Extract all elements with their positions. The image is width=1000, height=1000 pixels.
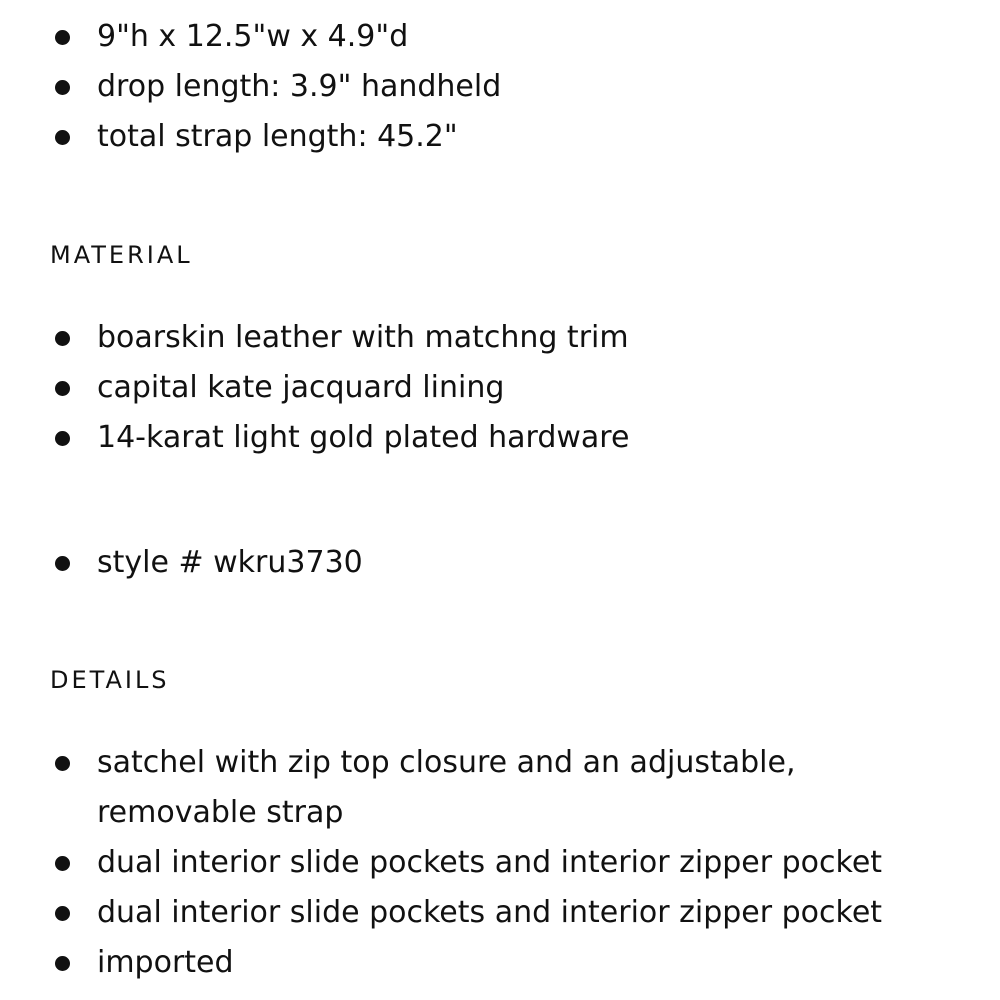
bullet-icon xyxy=(55,80,70,95)
bullet-icon xyxy=(55,331,70,346)
bullet-icon xyxy=(55,556,70,571)
list-item-text: boarskin leather with matchng trim xyxy=(97,320,629,355)
bullet-icon xyxy=(55,130,70,145)
material-list xyxy=(0,313,1000,463)
bullet-icon xyxy=(55,30,70,45)
list-item-text: drop length: 3.9" handheld xyxy=(97,69,502,104)
list-item-text: dual interior slide pockets and interior zipper pocket xyxy=(97,895,883,930)
material-heading: MATERIAL xyxy=(50,241,193,269)
bullet-icon xyxy=(55,756,70,771)
dimensions-list xyxy=(0,12,1000,162)
details-heading: DETAILS xyxy=(50,666,170,694)
list-item xyxy=(0,938,1000,988)
style-list xyxy=(0,538,1000,588)
bullet-icon xyxy=(55,431,70,446)
list-item xyxy=(0,838,1000,888)
list-item-text: capital kate jacquard lining xyxy=(97,370,505,405)
list-item-text: dual interior slide pockets and interior zipper pocket xyxy=(97,845,883,880)
list-item-text: imported xyxy=(97,945,234,980)
list-item xyxy=(0,112,1000,162)
bullet-icon xyxy=(55,381,70,396)
list-item-text: total strap length: 45.2" xyxy=(97,119,458,154)
list-item xyxy=(0,313,1000,363)
list-item xyxy=(0,12,1000,62)
list-item-text: 14-karat light gold plated hardware xyxy=(97,420,630,455)
style-number: style # wkru3730 xyxy=(97,545,363,580)
list-item-text: 9"h x 12.5"w x 4.9"d xyxy=(97,19,409,54)
list-item xyxy=(0,413,1000,463)
list-item xyxy=(0,738,857,838)
list-item xyxy=(0,62,1000,112)
list-item-text: satchel with zip top closure and an adjustable, removable strap xyxy=(97,745,796,830)
list-item xyxy=(0,888,1000,938)
bullet-icon xyxy=(55,856,70,871)
bullet-icon xyxy=(55,906,70,921)
list-item xyxy=(0,538,1000,588)
list-item xyxy=(0,363,1000,413)
bullet-icon xyxy=(55,956,70,971)
details-list xyxy=(0,738,1000,988)
